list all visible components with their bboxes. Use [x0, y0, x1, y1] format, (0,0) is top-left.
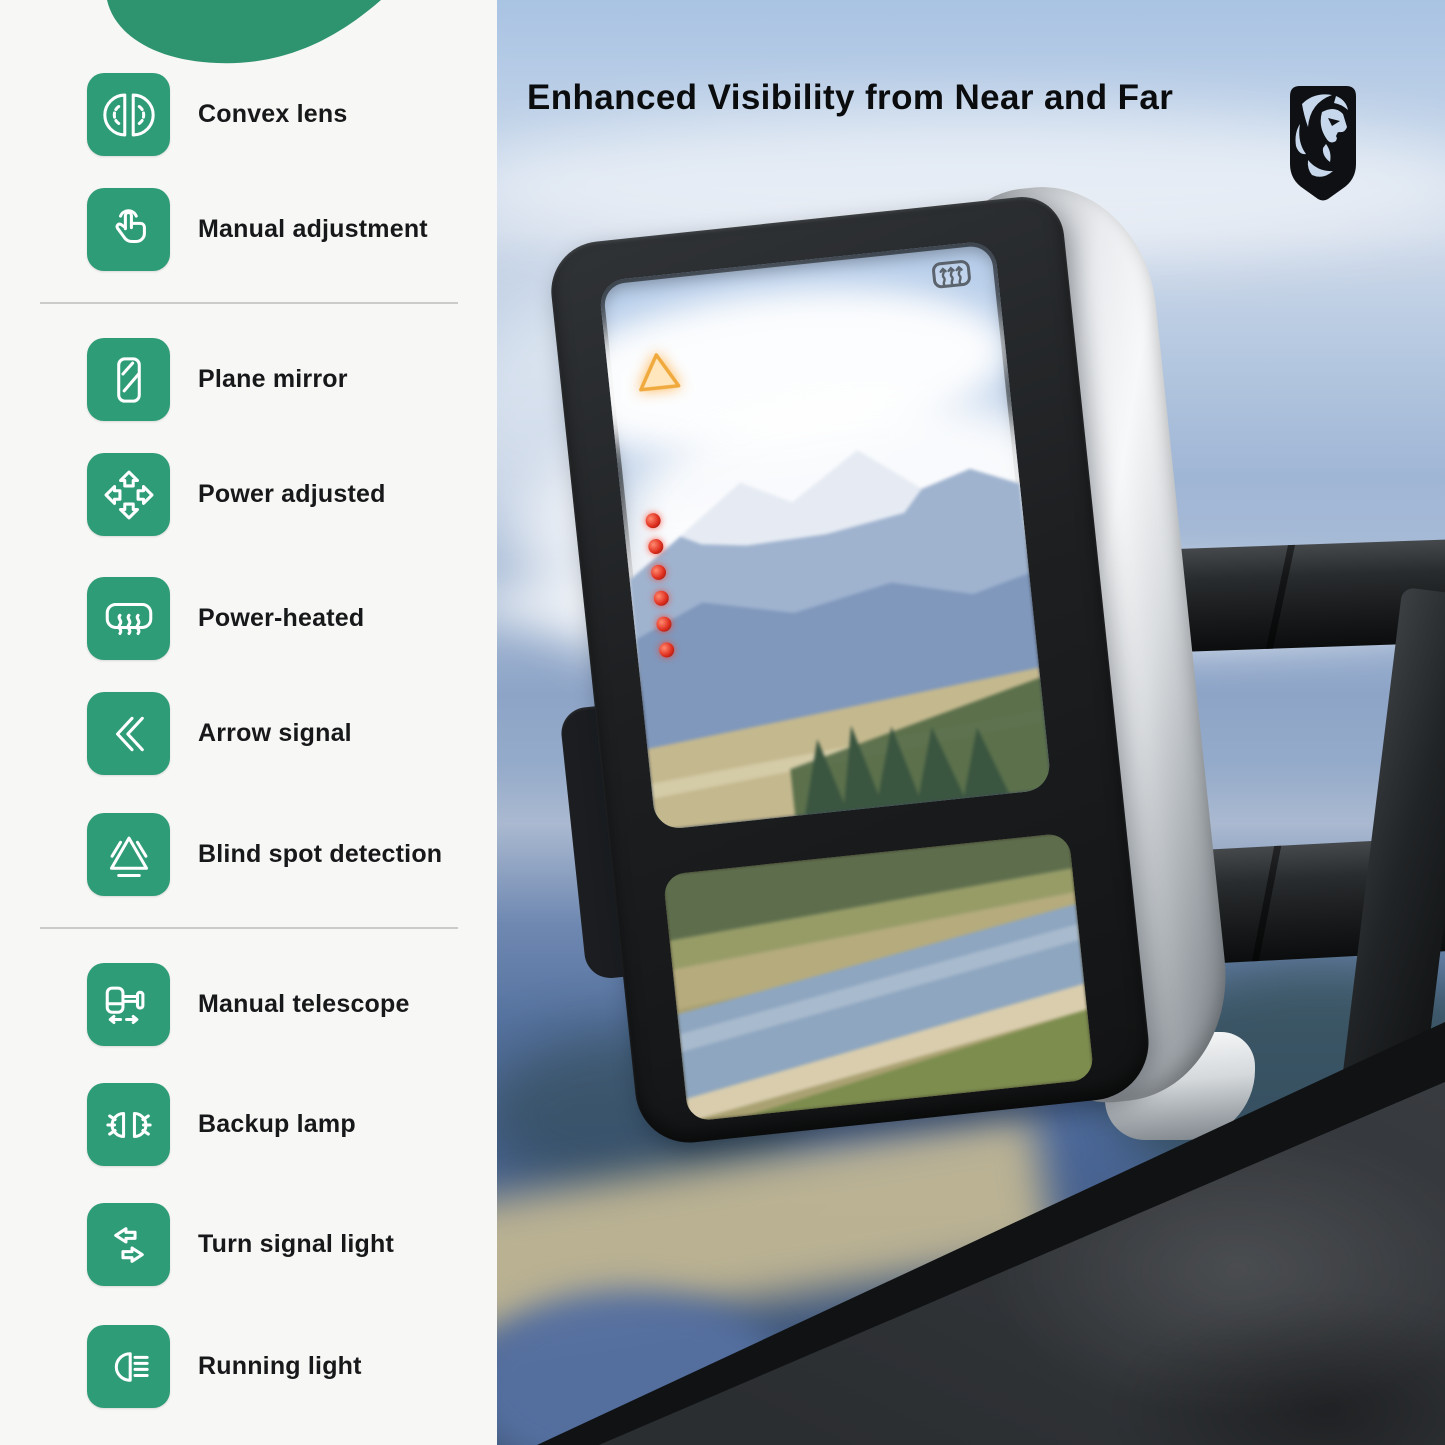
- power-adjusted-icon: [87, 453, 170, 536]
- arrow-signal-icon: [87, 692, 170, 775]
- feature-item: [87, 453, 386, 536]
- manual-telescope-icon: [87, 963, 170, 1046]
- feature-item: [87, 1203, 394, 1286]
- upper-mirror-glass: [598, 240, 1052, 831]
- arm-seam: [1252, 846, 1281, 962]
- blind-spot-detection-icon: [87, 813, 170, 896]
- feature-item: [87, 813, 442, 896]
- heated-mirror-defrost-icon: [930, 257, 973, 292]
- plane-mirror-icon: [87, 338, 170, 421]
- feature-label: Arrow signal: [198, 719, 352, 747]
- lake-shore-reflection: [663, 832, 1095, 1121]
- feature-group-divider: [40, 302, 458, 304]
- mountain-reflection: [598, 240, 1052, 831]
- backup-lamp-icon: [87, 1083, 170, 1166]
- arm-seam: [1266, 545, 1295, 649]
- green-blob-decoration: [95, 0, 390, 70]
- feature-item: [87, 1325, 362, 1408]
- feature-item: [87, 577, 364, 660]
- feature-item: [87, 1083, 356, 1166]
- feature-label: Blind spot detection: [198, 840, 443, 868]
- blind-spot-warning-triangle: [634, 350, 682, 394]
- feature-label: Convex lens: [198, 100, 348, 128]
- feature-label: Manual telescope: [198, 990, 410, 1018]
- feature-label: Running light: [198, 1352, 362, 1380]
- feature-item: [87, 188, 428, 271]
- feature-item: [87, 692, 352, 775]
- product-photo: [497, 0, 1445, 1445]
- lower-convex-glass: [663, 832, 1095, 1121]
- headline: Enhanced Visibility from Near and Far: [527, 78, 1174, 117]
- mirror-housing: [546, 176, 1239, 1154]
- feature-label: Backup lamp: [198, 1110, 356, 1138]
- convex-lens-icon: [87, 73, 170, 156]
- power-heated-icon: [87, 577, 170, 660]
- brand-lion-logo: [1278, 82, 1368, 209]
- feature-group-divider: [40, 927, 458, 929]
- feature-label: Power adjusted: [198, 480, 386, 508]
- feature-sidebar: [0, 0, 498, 1445]
- feature-label: Plane mirror: [198, 365, 348, 393]
- feature-label: Manual adjustment: [198, 215, 428, 243]
- feature-item: [87, 963, 410, 1046]
- manual-adjustment-icon: [87, 188, 170, 271]
- running-light-icon: [87, 1325, 170, 1408]
- turn-signal-light-icon: [87, 1203, 170, 1286]
- feature-item: [87, 73, 347, 156]
- feature-item: [87, 338, 348, 421]
- feature-label: Power-heated: [198, 604, 365, 632]
- feature-label: Turn signal light: [198, 1230, 394, 1258]
